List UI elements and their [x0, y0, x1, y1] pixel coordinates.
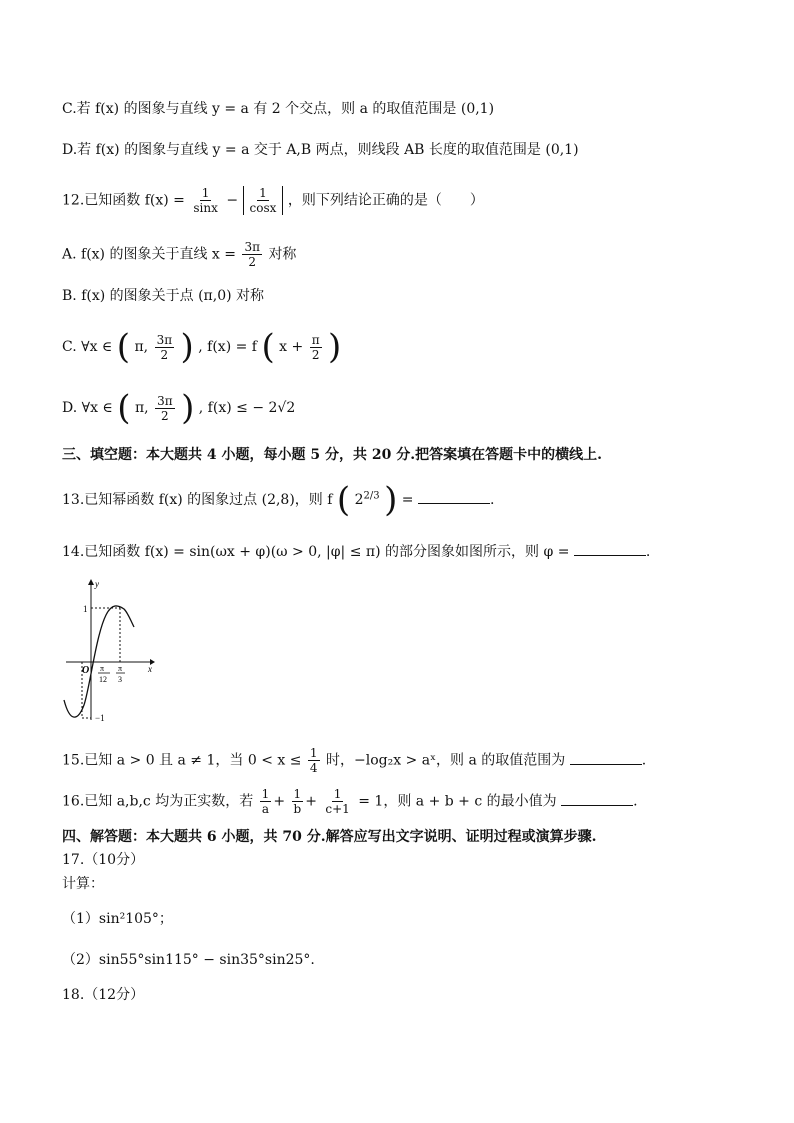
q12-option-a [62, 240, 296, 269]
q12-d-fraction-num: 3π [157, 393, 173, 408]
tick-x1-den: 12 [99, 675, 107, 684]
q12-d-interval-left: π, [134, 400, 149, 416]
q14-text: 14.已知函数 f(x) = sin(ωx + φ)(ω > 0, |φ| ≤ π) 的部分图象如图所示，则 φ = [62, 544, 570, 560]
question-14: 14.已知函数 f(x) = sin(ωx + φ)(ω > 0, |φ| ≤ π) 的部分图象如图所示，则 φ = . [62, 541, 650, 561]
q15-fraction-num: 1 [309, 746, 318, 760]
q15-fraction [308, 746, 320, 775]
q15-prefix: 15.已知 a > 0 且 a ≠ 1，当 0 < x ≤ [62, 752, 302, 769]
q13-exponent: 2/3 [363, 490, 380, 502]
q16-fraction-c-num: 1 [333, 787, 342, 801]
q12-option-d [62, 388, 296, 428]
q12-c-fraction [155, 333, 175, 362]
q12-fraction-1-den: sinx [193, 201, 218, 215]
y-axis-label: y [95, 579, 99, 589]
q16-fraction-c [323, 787, 351, 816]
q12-fraction-1-num: 1 [201, 186, 210, 200]
q12-a-fraction [242, 240, 262, 269]
q12-c-prefix: C. ∀x ∈ [62, 339, 113, 355]
q12-d-fraction [155, 394, 175, 423]
q15-suffix: 时，−log₂x > aˣ，则 a 的取值范围为 [326, 752, 566, 769]
q12-c-fraction-num: 3π [156, 332, 173, 347]
q14-answer-blank[interactable] [574, 541, 646, 556]
option-c-q11: C.若 f(x) 的图象与直线 y = a 有 2 个交点，则 a 的取值范围是 (0,1) [62, 101, 495, 117]
q16-fraction-a-den: a [261, 802, 270, 816]
origin-label: O [82, 665, 90, 676]
q16-prefix: 16.已知 a,b,c 均为正实数，若 [62, 793, 254, 810]
q12-c-fraction-den: 2 [160, 347, 169, 362]
y-axis-arrow [88, 579, 94, 585]
q12-c-mid: , f(x) = f [198, 339, 257, 355]
q12-c-fraction-2 [310, 333, 322, 362]
left-paren-2: ( [261, 327, 275, 367]
question-13: 13.已知幂函数 f(x) 的图象过点 (2,8)，则 f ( $2^{2/3}$ ) = . [62, 480, 495, 520]
q12-option-b: B. f(x) 的图象关于点 (π,0) 对称 [62, 288, 265, 304]
q12-minus: − [226, 192, 239, 209]
right-paren: ) [384, 480, 398, 520]
question-12 [62, 186, 484, 215]
q12-fraction-1 [191, 186, 220, 215]
q12-suffix: ，则下列结论正确的是（ ） [287, 192, 484, 209]
q12-a-fraction-num: 3π [244, 240, 260, 254]
q15-answer-blank[interactable] [570, 750, 642, 765]
q17-part-2: （2）sin55°sin115° − sin35°sin25°. [62, 952, 315, 968]
left-paren: ( [336, 480, 351, 520]
tick-y-positive: 1 [83, 604, 88, 614]
q14-sine-graph [58, 575, 158, 725]
option-d-q11: D.若 f(x) 的图象与直线 y = a 交于 A,B 两点，则线段 AB 长度的取值范围是 (0,1) [62, 142, 579, 158]
q12-c-fraction-2-den: 2 [311, 347, 320, 362]
q16-fraction-c-den: c+1 [325, 802, 350, 816]
section-4-heading: 四、解答题：本大题共 6 小题，共 70 分.解答应写出文字说明、证明过程或演算步骤. [62, 829, 597, 845]
q12-d-prefix: D. ∀x ∈ [62, 400, 113, 416]
q12-a-suffix: 对称 [268, 246, 297, 263]
left-paren: ( [116, 327, 130, 367]
q13-prefix: 13.已知幂函数 f(x) 的图象过点 (2,8)，则 f [62, 492, 333, 508]
right-paren-2: ) [328, 327, 342, 367]
q12-d-fraction-den: 2 [161, 408, 169, 423]
tick-x2-num: π [118, 664, 123, 673]
right-paren: ) [180, 327, 194, 367]
q12-fraction-2-den: cosx [249, 201, 277, 215]
q17-heading: 17.（10分） [62, 852, 145, 868]
q12-a-fraction-den: 2 [248, 255, 257, 269]
q12-abs-value [243, 186, 284, 215]
right-paren: ) [181, 388, 195, 428]
q18-heading: 18.（12分） [62, 987, 145, 1003]
q12-c-fraction-2-num: π [311, 332, 320, 347]
left-paren: ( [117, 388, 131, 428]
q16-fraction-a [260, 787, 272, 816]
q13-base: 2 [354, 492, 364, 508]
q16-answer-blank[interactable] [561, 791, 633, 806]
tick-x2-den: 3 [118, 675, 122, 684]
q16-fraction-b [292, 787, 304, 816]
question-16: 16.已知 a,b,c 均为正实数，若 $\frac{1}{a}$ + $\frac{1}{b}$ + $\frac{1}{c+1}$ = 1，则 a + b + c 的最小值为 . [62, 787, 638, 816]
tick-y-negative: −1 [95, 713, 105, 723]
section-3-heading: 三、填空题：本大题共 4 小题，每小题 5 分，共 20 分.把答案填在答题卡中的横线上. [62, 447, 602, 463]
q12-a-prefix: A. f(x) 的图象关于直线 x = [62, 246, 236, 263]
q13-suffix: = [401, 492, 414, 508]
q16-fraction-b-num: 1 [293, 787, 302, 801]
q16-fraction-b-den: b [293, 802, 302, 816]
q12-fraction-2 [248, 186, 279, 215]
q17-part-1: （1）sin²105°； [62, 911, 173, 927]
q12-d-suffix: , f(x) ≤ − 2√2 [198, 400, 296, 416]
q15-fraction-den: 4 [309, 761, 318, 775]
tick-x1-num: π [100, 664, 105, 673]
q12-c-interval-left: π, [134, 339, 149, 355]
q13-answer-blank[interactable] [418, 489, 490, 504]
q12-fraction-2-num: 1 [259, 186, 267, 200]
q16-fraction-a-num: 1 [261, 787, 270, 801]
q17-calc-label: 计算： [62, 876, 104, 892]
q12-c-inner: x + [279, 339, 304, 355]
q16-suffix: = 1，则 a + b + c 的最小值为 [358, 793, 557, 810]
question-15: 15.已知 a > 0 且 a ≠ 1，当 0 < x ≤ $\frac{1}{4}$ 时，−log₂x > aˣ，则 a 的取值范围为 . [62, 746, 647, 775]
q12-prefix: 12.已知函数 f(x) = [62, 192, 185, 209]
x-axis-label: x [148, 664, 152, 674]
q12-option-c [62, 327, 342, 367]
